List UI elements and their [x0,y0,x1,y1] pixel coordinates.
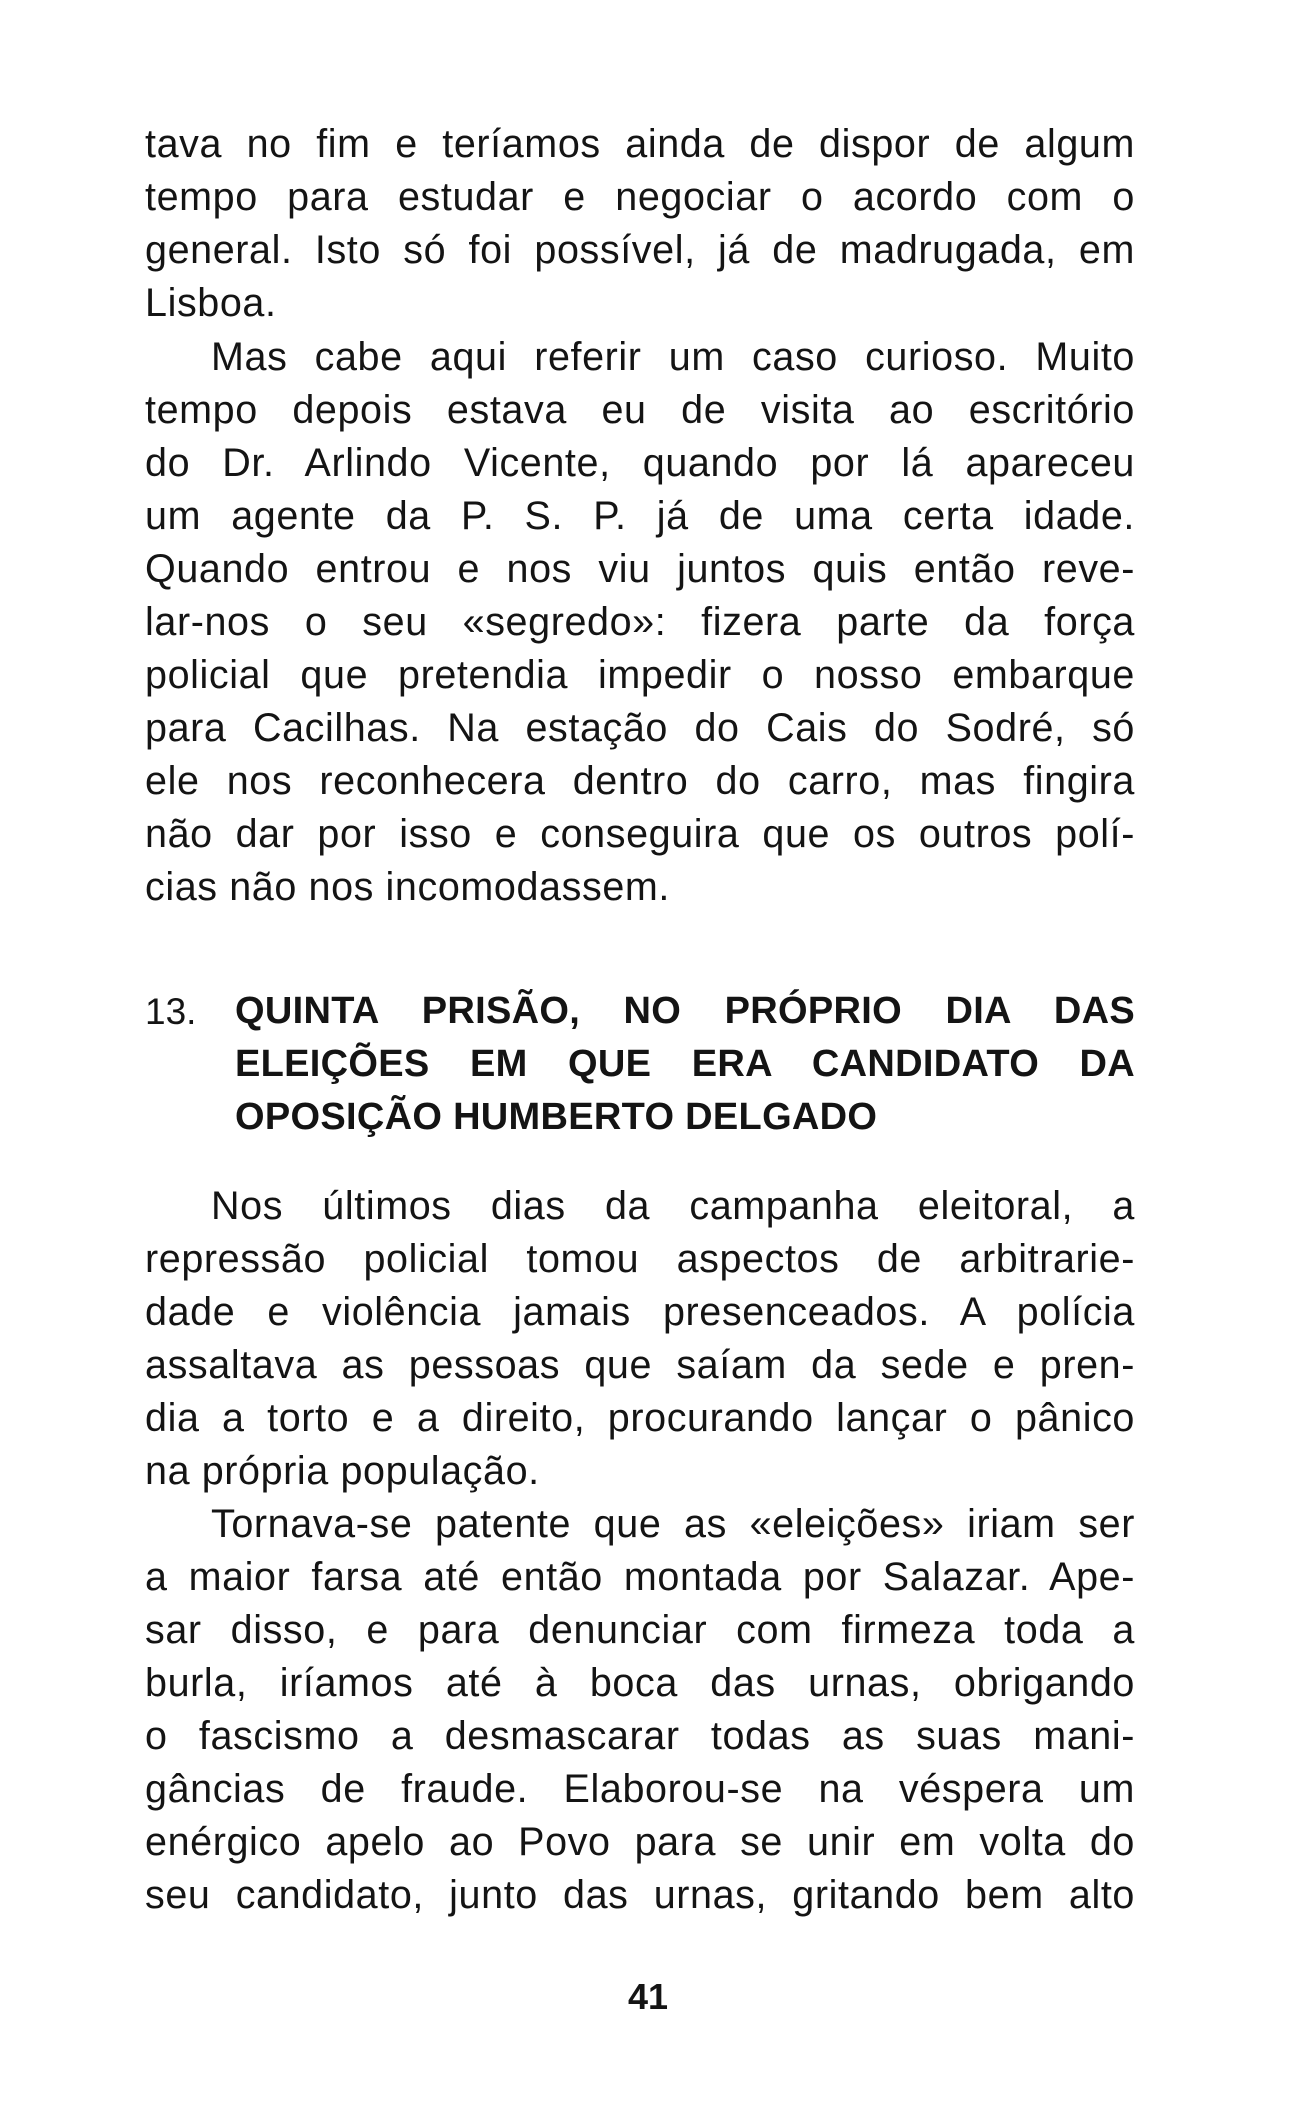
text-line: assaltava as pessoas que saíam da sede e pren- [145,1343,1135,1387]
text-line: o fascismo a desmascarar todas as suas mani- [145,1714,1135,1758]
text-line: repressão policial tomou aspectos de arbitrarie- [145,1237,1135,1281]
section-title-line: OPOSIÇÃO HUMBERTO DELGADO [235,1096,878,1138]
text-line: um agente da P. S. P. já de uma certa idade. [145,494,1135,538]
text-line: a maior farsa até então montada por Salazar. Ape- [145,1555,1135,1599]
section-number: 13. [145,991,197,1032]
text-line: dade e violência jamais presenceados. A polícia [145,1290,1135,1334]
text-line: para Cacilhas. Na estação do Cais do Sodré, só [145,706,1135,750]
text-line: do Dr. Arlindo Vicente, quando por lá apareceu [145,441,1135,485]
text-line: sar disso, e para denunciar com firmeza toda a [145,1608,1135,1652]
text-line: ele nos reconhecera dentro do carro, mas fingira [145,759,1135,803]
text-line: lar-nos o seu «segredo»: fizera parte da força [145,600,1135,644]
section-title-line: QUINTA PRISÃO, NO PRÓPRIO DIA DAS [235,990,1135,1032]
text-line: seu candidato, junto das urnas, gritando bem alto [145,1873,1135,1917]
page-number: 41 [627,1976,669,2017]
paragraph-continuation [145,118,1135,330]
text-line: Quando entrou e nos viu juntos quis então reve- [145,547,1135,591]
section-title [235,985,1135,1144]
paragraph-anecdote [145,331,1135,914]
text-line: dia a torto e a direito, procurando lançar o pânico [145,1396,1135,1440]
text-line: na própria população. [145,1449,540,1493]
paragraph-elections [145,1498,1135,1922]
text-line: tempo depois estava eu de visita ao escritório [145,388,1135,432]
text-line: Mas cabe aqui referir um caso curioso. Muito [211,335,1135,379]
text-line: general. Isto só foi possível, já de madrugada, em [145,228,1135,272]
text-line: tempo para estudar e negociar o acordo com o [145,175,1135,219]
section-title-line: ELEIÇÕES EM QUE ERA CANDIDATO DA [235,1043,1135,1085]
text-line: Nos últimos dias da campanha eleitoral, a [211,1184,1135,1228]
text-line: burla, iríamos até à boca das urnas, obrigando [145,1661,1135,1705]
text-line: tava no fim e teríamos ainda de dispor de algum [145,122,1135,166]
text-line: gâncias de fraude. Elaborou-se na véspera um [145,1767,1135,1811]
text-line: Lisboa. [145,281,277,325]
section-heading [145,985,1135,1145]
text-line: não dar por isso e conseguira que os outros polí- [145,812,1135,856]
text-line: Tornava-se patente que as «eleições» iriam ser [211,1502,1135,1546]
text-line: policial que pretendia impedir o nosso embarque [145,653,1135,697]
text-line: enérgico apelo ao Povo para se unir em volta do [145,1820,1135,1864]
text-line: cias não nos incomodassem. [145,865,670,909]
paragraph-campaign [145,1180,1135,1498]
